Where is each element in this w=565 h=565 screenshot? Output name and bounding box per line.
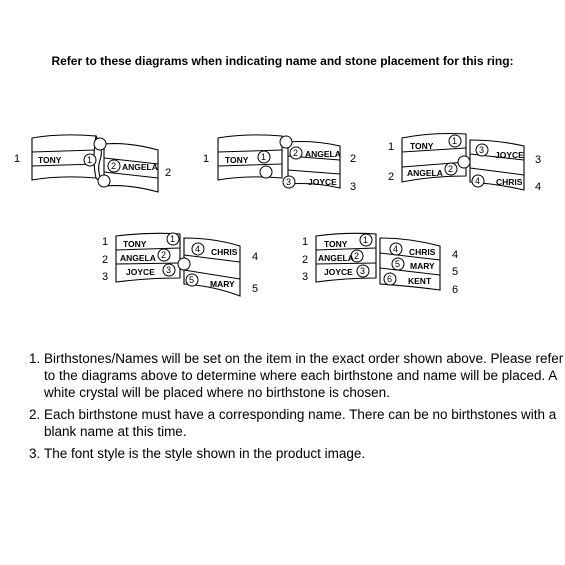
name-label: MARY [410, 261, 435, 271]
name-label: JOYCE [308, 177, 337, 187]
name-label: ANGELA [318, 253, 354, 263]
position-number: 2 [350, 153, 357, 165]
position-number: 3 [535, 154, 542, 166]
name-label: MARY [210, 279, 235, 289]
position-number: 4 [252, 251, 259, 263]
position-number: 3 [102, 271, 109, 283]
stone-number: 3 [166, 265, 172, 275]
name-label: TONY [225, 155, 249, 165]
position-number: 3 [302, 271, 309, 283]
position-number: 4 [535, 181, 542, 193]
stone-number: 1 [170, 234, 176, 244]
name-label: KENT [408, 276, 432, 286]
name-label: JOYCE [126, 267, 155, 277]
name-label: TONY [123, 239, 147, 249]
instruction-item: 2. Each birthstone must have a corresponding name. There can be no birthstones with a blank name at this time. [44, 406, 564, 440]
stone-number: 3 [360, 266, 366, 276]
stone-number: 4 [475, 176, 481, 186]
ring-diagram-4-names [388, 134, 541, 194]
position-number: 2 [165, 167, 172, 179]
stone-number: 1 [261, 152, 267, 162]
instructions-list [26, 350, 564, 467]
ring-diagram-5-names [102, 233, 258, 296]
position-number: 5 [252, 283, 259, 295]
name-label: ANGELA [407, 168, 443, 178]
stone-number: 5 [189, 275, 195, 285]
stone-number: 2 [293, 148, 299, 158]
position-number: 3 [350, 181, 357, 193]
name-label: CHRIS [409, 247, 436, 257]
stone-number: 2 [354, 251, 360, 261]
position-number: 1 [302, 236, 309, 248]
position-number: 1 [203, 153, 210, 165]
ring-diagram-3-names [203, 135, 356, 193]
position-number: 6 [452, 284, 459, 296]
stone-number: 4 [195, 244, 201, 254]
position-number: 4 [452, 249, 459, 261]
ring-diagram-2-names [14, 135, 171, 192]
stone-number: 2 [111, 161, 117, 171]
stone-number: 2 [448, 164, 454, 174]
stone-number: 1 [452, 136, 458, 146]
name-label: TONY [410, 141, 434, 151]
stone-number: 4 [393, 244, 399, 254]
ring-diagram-6-names [302, 233, 458, 296]
name-label: JOYCE [324, 267, 353, 277]
position-number: 2 [102, 254, 109, 266]
stone-number: 1 [87, 155, 93, 165]
instruction-item: 3. The font style is the style shown in the product image. [44, 445, 564, 462]
name-label: JOYCE [495, 150, 524, 160]
position-number: 1 [388, 141, 395, 153]
stone-number: 6 [387, 274, 393, 284]
name-label: ANGELA [120, 253, 156, 263]
stone-number: 3 [479, 145, 485, 155]
stone-number: 2 [161, 250, 167, 260]
name-label: ANGELA [122, 162, 158, 172]
page-heading: Refer to these diagrams when indicating name and stone placement for this ring: [51, 54, 514, 68]
name-label: ANGELA [305, 149, 341, 159]
position-number: 5 [452, 266, 459, 278]
instruction-item: 1. Birthstones/Names will be set on the item in the exact order shown above. Please refer to the diagrams above to determine where each birthstone and name will be placed. A white crystal will be placed where no birthstone is chosen. [44, 350, 564, 401]
name-label: TONY [324, 239, 348, 249]
stone-number: 5 [395, 259, 401, 269]
stone-number: 1 [363, 235, 369, 245]
position-number: 2 [388, 171, 395, 183]
position-number: 2 [302, 254, 309, 266]
name-label: CHRIS [496, 177, 523, 187]
name-label: TONY [38, 155, 62, 165]
name-label: CHRIS [211, 247, 238, 257]
position-number: 1 [102, 236, 109, 248]
position-number: 1 [14, 153, 21, 165]
stone-number: 3 [286, 177, 292, 187]
